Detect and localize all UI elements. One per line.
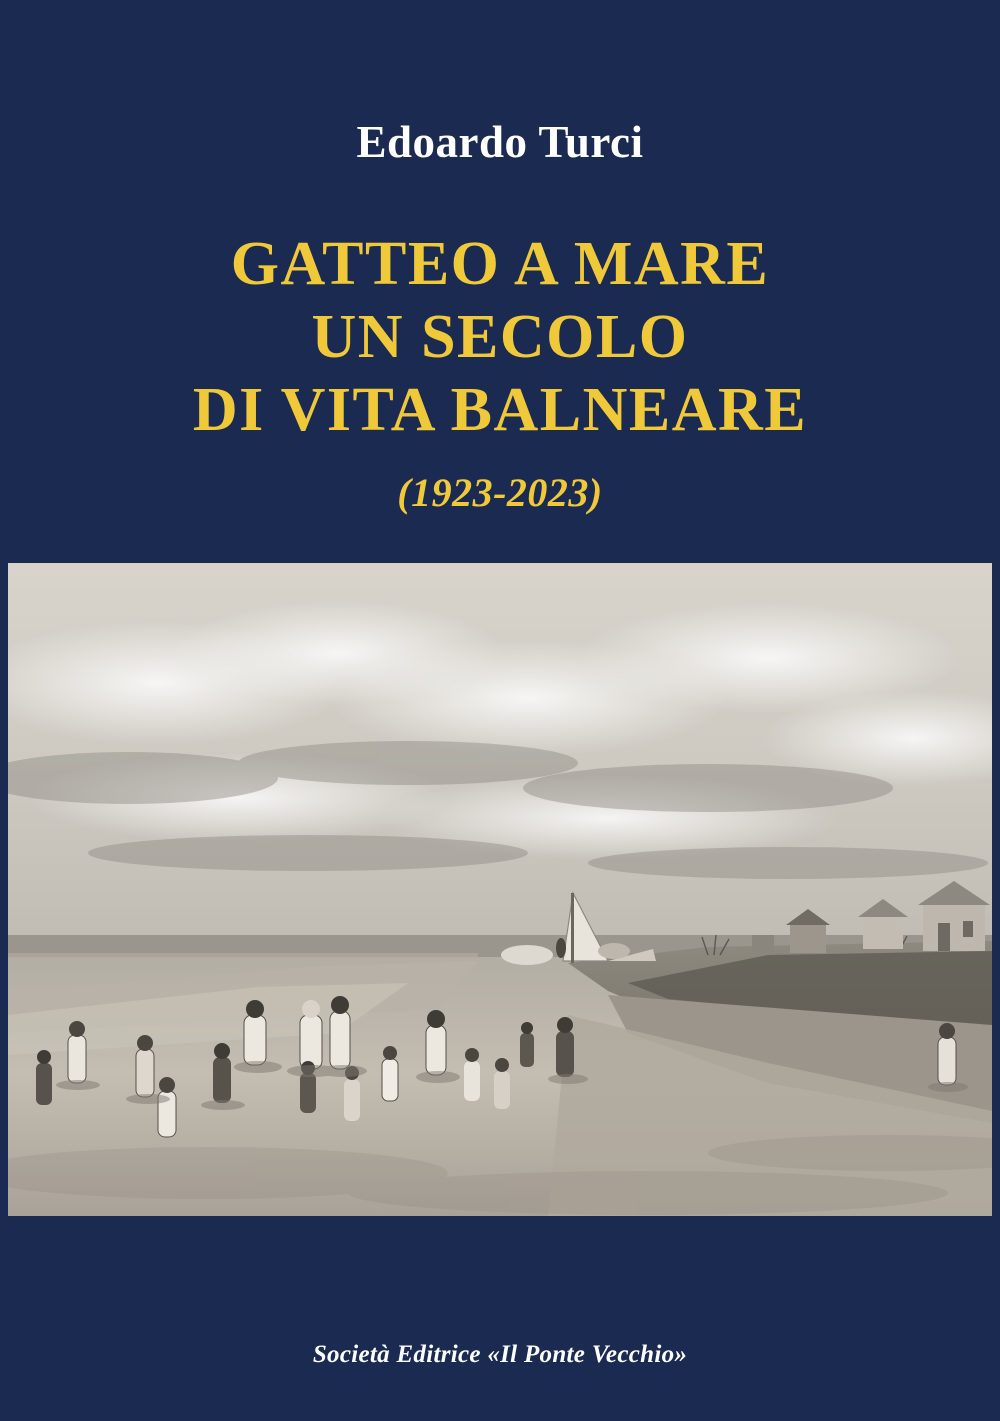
author-name: Edoardo Turci [356, 117, 644, 167]
title-subtitle-years: (1923-2023) [397, 469, 603, 515]
title-line-3: DI VITA BALNEARE [192, 375, 808, 444]
publisher-name: Società Editrice «Il Ponte Vecchio» [312, 1341, 688, 1368]
title-line-2: UN SECOLO [311, 302, 689, 371]
cover-photograph [8, 563, 992, 1216]
beach-photo-illustration [8, 563, 992, 1216]
title-line-1: GATTEO A MARE [230, 229, 770, 298]
title-block [193, 228, 807, 516]
